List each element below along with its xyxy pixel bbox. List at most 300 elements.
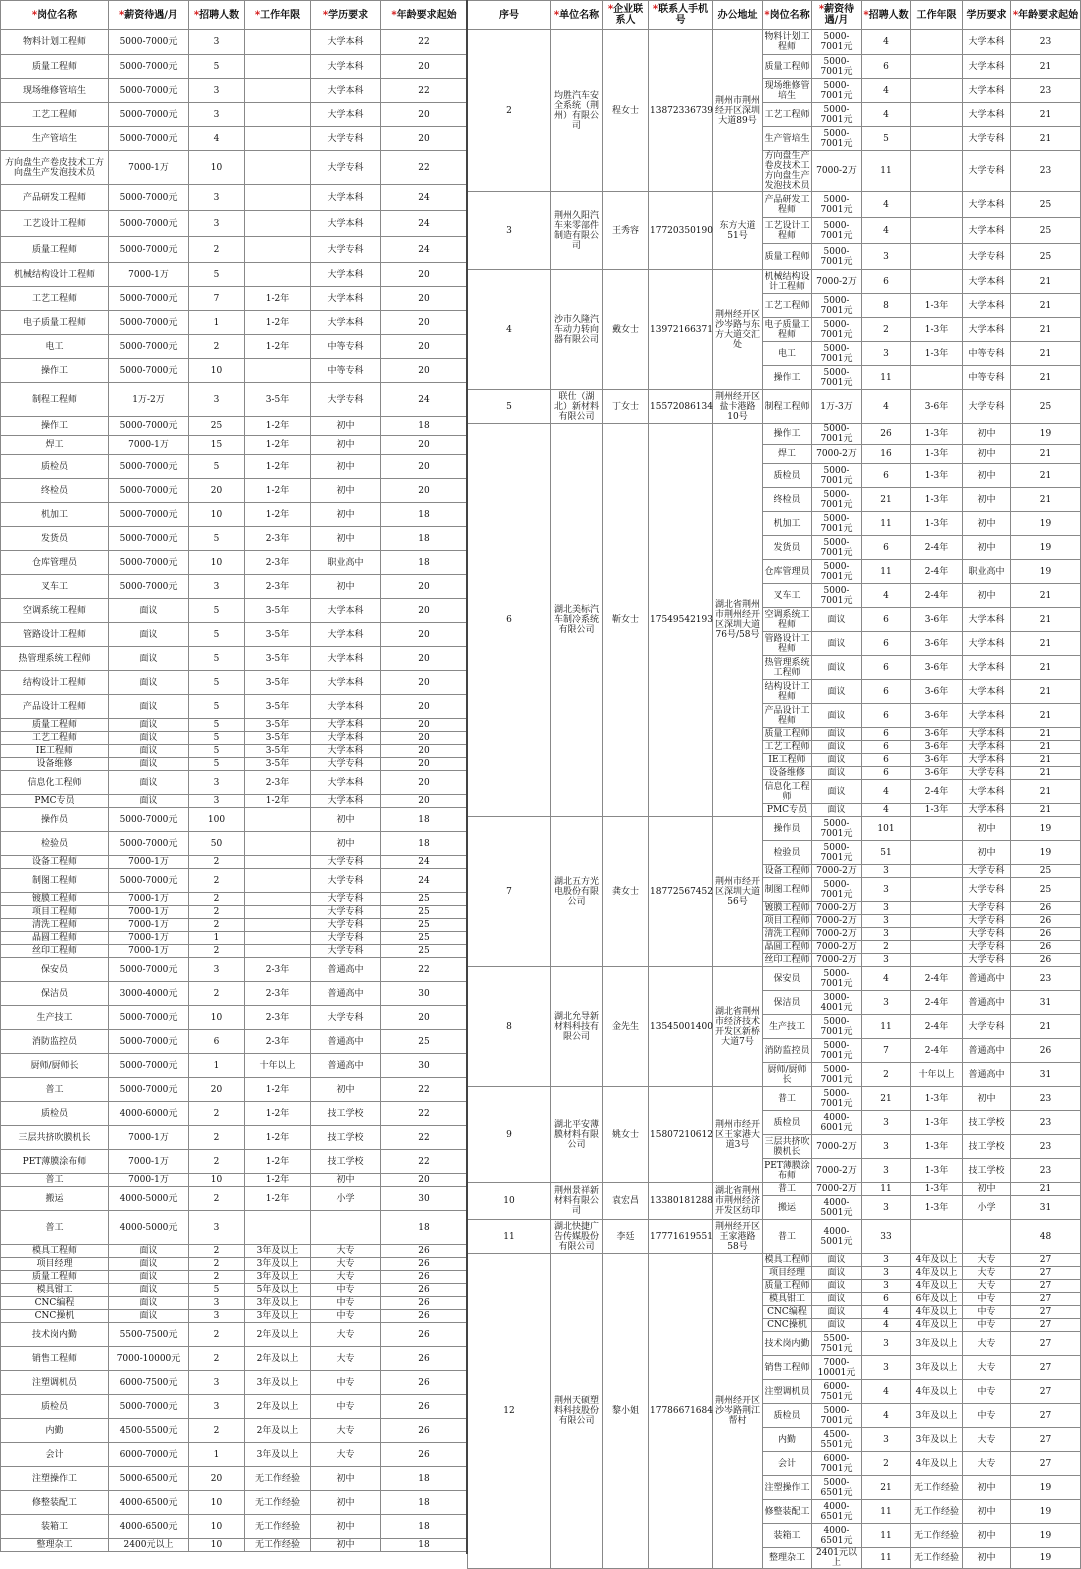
- right-header-8: [911, 1, 963, 30]
- cell-count: 1: [189, 932, 245, 945]
- cell-age: 20: [381, 436, 468, 455]
- cell-age: 26: [381, 1271, 468, 1284]
- cell-age: 26: [381, 1347, 468, 1371]
- cell-education: 大专: [311, 1258, 381, 1271]
- cell-education: 初中: [963, 512, 1011, 536]
- required-star: *: [31, 9, 38, 21]
- cell-years: [245, 79, 311, 103]
- cell-job: 机械结构设计工程师: [1, 263, 109, 287]
- cell-age: 20: [381, 1006, 468, 1030]
- cell-job: 保安员: [1, 958, 109, 982]
- cell-count: 2: [189, 1102, 245, 1126]
- required-star: *: [764, 9, 770, 21]
- cell-age: 22: [381, 958, 468, 982]
- cell-salary: 5000-7000元: [109, 127, 189, 151]
- cell-salary: 5000-7001元: [812, 1015, 862, 1039]
- cell-years: [911, 941, 963, 954]
- cell-count: 5: [189, 599, 245, 623]
- right-header-5: [763, 1, 812, 30]
- cell-salary: 7000-10001元: [812, 1356, 862, 1380]
- cell-job: 设备维修: [763, 767, 812, 780]
- cell-salary: 5000-7001元: [812, 512, 862, 536]
- cell-years: [245, 359, 311, 383]
- company-no: 11: [468, 1220, 551, 1254]
- cell-age: 26: [381, 1419, 468, 1443]
- cell-education: 大学专科: [311, 893, 381, 906]
- cell-job: 仓库管理员: [1, 551, 109, 575]
- cell-education: 大专: [963, 1452, 1011, 1476]
- cell-education: 大学专科: [311, 383, 381, 417]
- cell-age: 26: [381, 1371, 468, 1395]
- cell-years: 4年及以上: [911, 1319, 963, 1332]
- cell-salary: 5000-7000元: [109, 237, 189, 263]
- cell-salary: 7000-1万: [109, 856, 189, 869]
- cell-education: 大学本科: [311, 647, 381, 671]
- cell-education: 大专: [963, 1267, 1011, 1280]
- cell-job: 普工: [763, 1220, 812, 1254]
- cell-count: 20: [189, 479, 245, 503]
- cell-years: [245, 211, 311, 237]
- cell-job: 晶圆工程师: [1, 932, 109, 945]
- cell-job: CNC编程: [763, 1306, 812, 1319]
- cell-salary: 7000-1万: [109, 1150, 189, 1174]
- cell-age: 26: [381, 1395, 468, 1419]
- cell-count: 10: [189, 151, 245, 185]
- table-row: [1, 758, 468, 771]
- cell-count: 4: [862, 967, 911, 991]
- cell-years: 3-6年: [911, 767, 963, 780]
- cell-education: 大学本科: [963, 103, 1011, 127]
- cell-salary: 5000-7000元: [109, 311, 189, 335]
- cell-job: 质量工程师: [763, 244, 812, 270]
- cell-years: 2-3年: [245, 958, 311, 982]
- cell-job: 机械结构设计工程师: [764, 271, 810, 292]
- cell-age: 18: [381, 808, 468, 832]
- cell-education: 大学专科: [963, 928, 1011, 941]
- cell-salary: 面议: [812, 1254, 862, 1267]
- cell-count: 5: [862, 127, 911, 151]
- cell-job: 质量工程师: [763, 55, 812, 79]
- cell-years: 3-6年: [911, 741, 963, 754]
- table-row: [1, 417, 468, 436]
- cell-job: 项目工程师: [764, 916, 810, 926]
- cell-age: 26: [1011, 1039, 1081, 1063]
- cell-job: 厨师/厨师长: [763, 1063, 812, 1087]
- cell-years: 3-6年: [911, 390, 963, 424]
- cell-years: 2-3年: [245, 982, 311, 1006]
- cell-count: 2: [189, 237, 245, 263]
- cell-salary: 面议: [109, 745, 189, 758]
- cell-years: [911, 902, 963, 915]
- cell-years: 1-2年: [245, 1174, 311, 1187]
- cell-age: 21: [1011, 584, 1081, 608]
- cell-years: 3-5年: [245, 647, 311, 671]
- cell-job: 电子质量工程师: [1, 311, 109, 335]
- cell-salary: 4000-6500元: [109, 1515, 189, 1539]
- cell-salary: 5000-7000元: [109, 103, 189, 127]
- cell-salary: 4000-6001元: [812, 1111, 862, 1135]
- cell-years: 1-3年: [911, 1159, 963, 1183]
- table-row: [1, 1515, 468, 1539]
- table-row: [1, 185, 468, 211]
- company-contact: 王秀容: [603, 192, 649, 270]
- cell-count: 6: [862, 270, 911, 294]
- cell-count: 5: [189, 758, 245, 771]
- cell-salary: 3000-4000元: [109, 982, 189, 1006]
- table-row: [1, 1271, 468, 1284]
- left-header-job: [1, 1, 109, 30]
- cell-salary: 面议: [109, 1245, 189, 1258]
- company-contact: 黎小姐: [603, 1254, 649, 1569]
- cell-education: 初中: [311, 1491, 381, 1515]
- cell-salary: 5000-7001元: [812, 817, 862, 841]
- cell-job: 会计: [1, 1443, 109, 1467]
- table-row: [1, 79, 468, 103]
- table-row: [1, 311, 468, 335]
- cell-years: [911, 192, 963, 218]
- cell-salary: 面议: [812, 1306, 862, 1319]
- cell-salary: 1万-2万: [109, 383, 189, 417]
- cell-salary: 5000-7000元: [109, 185, 189, 211]
- cell-job: 产品研发工程师: [763, 192, 812, 218]
- left-job-table: [0, 0, 468, 1552]
- cell-years: 无工作经验: [911, 1500, 963, 1524]
- cell-age: 18: [381, 527, 468, 551]
- cell-salary: 面议: [109, 671, 189, 695]
- cell-years: 3-5年: [245, 719, 311, 732]
- cell-years: 3年及以上: [911, 1332, 963, 1356]
- cell-years: 3-6年: [911, 680, 963, 704]
- cell-job: 项目经理: [1, 1258, 109, 1271]
- cell-education: 大专: [311, 1245, 381, 1258]
- cell-job: 信息化工程师: [764, 781, 810, 802]
- cell-education: 大学本科: [311, 795, 381, 808]
- cell-education: 大学本科: [311, 623, 381, 647]
- cell-salary: 5000-7000元: [109, 30, 189, 55]
- cell-job: 丝印工程师: [764, 955, 810, 965]
- table-row: [1, 1150, 468, 1174]
- cell-education: 大学专科: [311, 127, 381, 151]
- cell-salary: 5000-7001元: [812, 560, 862, 584]
- company-address: 荆州经开区王家港路58号: [713, 1220, 763, 1254]
- company-name: 荆州天硕塑料科技股份有限公司: [551, 1254, 603, 1569]
- cell-years: 1-3年: [911, 1183, 963, 1196]
- cell-salary: 5000-7001元: [812, 192, 862, 218]
- cell-job: 会计: [763, 1452, 812, 1476]
- cell-count: 5: [189, 719, 245, 732]
- cell-salary: 5500-7501元: [812, 1332, 862, 1356]
- cell-years: 1-2年: [245, 1102, 311, 1126]
- company-phone: 17720350190: [649, 192, 713, 270]
- cell-count: 6: [189, 1030, 245, 1054]
- cell-age: 21: [1011, 767, 1081, 780]
- cell-age: 24: [381, 383, 468, 417]
- cell-education: 初中: [311, 455, 381, 479]
- cell-count: 50: [189, 832, 245, 856]
- cell-count: 4: [862, 1319, 911, 1332]
- cell-job: 镀膜工程师: [1, 893, 109, 906]
- cell-count: 4: [862, 79, 911, 103]
- cell-job: 检验员: [1, 832, 109, 856]
- cell-salary: 7000-1万: [109, 263, 189, 287]
- cell-job: PET薄膜涂布师: [1, 1150, 109, 1174]
- cell-count: 6: [862, 754, 911, 767]
- cell-years: [911, 30, 963, 55]
- cell-salary: 4000-5001元: [812, 1196, 862, 1220]
- cell-count: 3: [189, 30, 245, 55]
- cell-years: 1-3年: [911, 1196, 963, 1220]
- cell-age: 24: [381, 856, 468, 869]
- cell-count: 11: [862, 1500, 911, 1524]
- cell-count: 3: [189, 958, 245, 982]
- cell-age: 19: [1011, 536, 1081, 560]
- cell-age: 18: [381, 503, 468, 527]
- cell-job: 操作工: [763, 424, 812, 445]
- cell-job: 保洁员: [763, 991, 812, 1015]
- cell-age: 25: [381, 932, 468, 945]
- cell-salary: 4500-5501元: [812, 1428, 862, 1452]
- cell-job: 产品设计工程师: [764, 705, 810, 726]
- cell-years: 4年及以上: [911, 1452, 963, 1476]
- table-row: [1, 575, 468, 599]
- cell-education: 初中: [311, 808, 381, 832]
- cell-education: 初中: [963, 584, 1011, 608]
- header-label: 年龄要求起始: [396, 9, 457, 21]
- cell-education: 大学专科: [311, 856, 381, 869]
- cell-age: 24: [381, 211, 468, 237]
- cell-salary: 面议: [812, 656, 862, 680]
- cell-years: 无工作经验: [245, 1467, 311, 1491]
- cell-salary: 5000-7000元: [109, 551, 189, 575]
- cell-years: 3-6年: [911, 754, 963, 767]
- cell-education: 大学本科: [311, 79, 381, 103]
- cell-years: 2-4年: [911, 536, 963, 560]
- cell-salary: 7000-2万: [812, 915, 862, 928]
- cell-job: 修整装配工: [763, 1500, 812, 1524]
- cell-salary: 面议: [109, 732, 189, 745]
- cell-age: 18: [381, 1491, 468, 1515]
- cell-education: 中等专科: [311, 335, 381, 359]
- cell-education: 大专: [311, 1443, 381, 1467]
- cell-years: [911, 270, 963, 294]
- cell-years: [911, 79, 963, 103]
- cell-education: 普通高中: [311, 958, 381, 982]
- company-phone: 15572086134: [649, 390, 713, 424]
- cell-education: 初中: [311, 503, 381, 527]
- cell-years: [245, 932, 311, 945]
- table-row: [1, 1443, 468, 1467]
- cell-count: 3: [189, 103, 245, 127]
- cell-salary: 5000-7000元: [109, 1078, 189, 1102]
- cell-job: 整理杂工: [1, 1539, 109, 1552]
- cell-job: 质检员: [1, 1102, 109, 1126]
- cell-count: 4: [862, 1306, 911, 1319]
- cell-education: 大学本科: [963, 741, 1011, 754]
- cell-salary: 5000-7000元: [109, 287, 189, 311]
- company-no: 10: [468, 1183, 551, 1220]
- cell-education: 技工学校: [963, 1159, 1011, 1183]
- cell-salary: 5000-7000元: [109, 211, 189, 237]
- cell-years: 3-5年: [245, 758, 311, 771]
- cell-salary: 5000-7001元: [812, 464, 862, 488]
- required-star: *: [553, 9, 560, 21]
- cell-count: 26: [862, 424, 911, 445]
- cell-count: 2: [189, 869, 245, 893]
- cell-count: 6: [862, 728, 911, 741]
- company-contact: 金先生: [603, 967, 649, 1087]
- cell-years: 3-5年: [245, 599, 311, 623]
- cell-education: 初中: [311, 1174, 381, 1187]
- table-row: [1, 335, 468, 359]
- company-address: 湖北省荆州市经济技术开发区新桥大道7号: [713, 967, 763, 1087]
- cell-years: 2-3年: [245, 771, 311, 795]
- cell-age: 26: [381, 1323, 468, 1347]
- cell-years: 1-3年: [911, 424, 963, 445]
- cell-count: 6: [862, 741, 911, 754]
- cell-age: 19: [1011, 512, 1081, 536]
- cell-salary: 7000-1万: [109, 932, 189, 945]
- cell-age: 20: [381, 719, 468, 732]
- cell-job: 检验员: [763, 841, 812, 865]
- cell-job: 工艺工程师: [764, 742, 810, 752]
- cell-salary: 5000-7000元: [109, 1006, 189, 1030]
- cell-education: 大学专科: [963, 902, 1011, 915]
- company-name: 均胜汽车安全系统（荆州）有限公司: [551, 30, 603, 192]
- table-row: [1, 1054, 468, 1078]
- cell-salary: 面议: [812, 680, 862, 704]
- company-name: 湖北美标汽车制冷系统有限公司: [551, 424, 603, 817]
- table-row: [1, 982, 468, 1006]
- cell-age: 25: [381, 893, 468, 906]
- cell-count: 5: [189, 527, 245, 551]
- cell-count: 6: [862, 680, 911, 704]
- cell-age: 22: [381, 1150, 468, 1174]
- cell-count: 10: [189, 503, 245, 527]
- cell-education: 中专: [963, 1319, 1011, 1332]
- cell-years: 3年及以上: [245, 1310, 311, 1323]
- cell-age: 27: [1011, 1332, 1081, 1356]
- cell-count: 11: [862, 1183, 911, 1196]
- cell-salary: 3000-4001元: [812, 991, 862, 1015]
- cell-age: 21: [1011, 445, 1081, 464]
- cell-salary: 7000-10000元: [109, 1347, 189, 1371]
- company-phone: 17549542193: [649, 424, 713, 817]
- cell-salary: 5000-7000元: [109, 1030, 189, 1054]
- cell-years: 1-2年: [245, 436, 311, 455]
- cell-age: 24: [381, 185, 468, 211]
- cell-education: 初中: [311, 527, 381, 551]
- cell-salary: 5000-7001元: [812, 1404, 862, 1428]
- table-row: [1, 527, 468, 551]
- left-header-count: [189, 1, 245, 30]
- company-name: 湖北允导新材料科技有限公司: [551, 967, 603, 1087]
- cell-years: 3年及以上: [245, 1245, 311, 1258]
- cell-education: 大学专科: [963, 878, 1011, 902]
- cell-education: 初中: [311, 1467, 381, 1491]
- company-phone: 17786671684: [649, 1254, 713, 1569]
- left-header-salary: [109, 1, 189, 30]
- cell-count: 3: [862, 1332, 911, 1356]
- cell-count: 3: [189, 1297, 245, 1310]
- cell-count: 5: [189, 263, 245, 287]
- table-row: [1, 647, 468, 671]
- cell-age: 21: [1011, 127, 1081, 151]
- cell-count: 6: [862, 656, 911, 680]
- table-row: [468, 30, 1081, 55]
- table-row: [1, 771, 468, 795]
- cell-education: 大学本科: [963, 656, 1011, 680]
- cell-education: 大学本科: [311, 287, 381, 311]
- cell-years: 1-3年: [911, 1111, 963, 1135]
- cell-age: 21: [1011, 1015, 1081, 1039]
- cell-salary: 7000-1万: [109, 1126, 189, 1150]
- cell-education: 技工学校: [311, 1126, 381, 1150]
- cell-education: 初中: [311, 417, 381, 436]
- required-star: *: [119, 9, 125, 21]
- table-row: [1, 1310, 468, 1323]
- cell-age: 31: [1011, 1063, 1081, 1087]
- cell-count: 1: [189, 1054, 245, 1078]
- cell-years: 1-3年: [911, 294, 963, 318]
- cell-education: 大学本科: [311, 103, 381, 127]
- cell-education: 初中: [963, 1548, 1011, 1569]
- table-row: [1, 958, 468, 982]
- right-header-3: [649, 1, 713, 30]
- cell-education: 大学本科: [311, 695, 381, 719]
- cell-years: [911, 218, 963, 244]
- table-row: [1, 1030, 468, 1054]
- cell-age: 21: [1011, 804, 1081, 817]
- cell-job: 质量工程师: [1, 237, 109, 263]
- cell-count: 2: [189, 335, 245, 359]
- cell-salary: 面议: [109, 1258, 189, 1271]
- table-row: [1, 455, 468, 479]
- header-label: 岗位名称: [769, 9, 810, 21]
- cell-years: 3-6年: [911, 704, 963, 728]
- cell-years: 3-5年: [245, 623, 311, 647]
- cell-years: 3年及以上: [245, 1371, 311, 1395]
- cell-age: 26: [381, 1245, 468, 1258]
- cell-years: 无工作经验: [911, 1476, 963, 1500]
- cell-age: 30: [381, 1054, 468, 1078]
- cell-age: 20: [381, 335, 468, 359]
- cell-job: 项目工程师: [1, 906, 109, 919]
- cell-count: 11: [862, 512, 911, 536]
- cell-education: 大专: [963, 1428, 1011, 1452]
- cell-education: 大专: [311, 1347, 381, 1371]
- cell-years: [911, 878, 963, 902]
- cell-job: 管路设计工程师: [1, 623, 109, 647]
- cell-salary: 5000-7000元: [109, 479, 189, 503]
- cell-years: [911, 841, 963, 865]
- cell-count: 6: [862, 608, 911, 632]
- cell-years: 无工作经验: [245, 1539, 311, 1552]
- cell-count: 1: [189, 1443, 245, 1467]
- cell-years: 1-3年: [911, 1135, 963, 1159]
- cell-salary: 5000-7001元: [812, 79, 862, 103]
- cell-salary: 面议: [812, 804, 862, 817]
- cell-count: 4: [862, 584, 911, 608]
- table-row: [468, 1220, 1081, 1254]
- cell-years: [245, 919, 311, 932]
- cell-years: [245, 55, 311, 79]
- cell-education: 中专: [963, 1380, 1011, 1404]
- cell-education: 初中: [311, 1078, 381, 1102]
- cell-count: 10: [189, 1515, 245, 1539]
- cell-job: 质量工程师: [1, 55, 109, 79]
- cell-education: 初中: [963, 464, 1011, 488]
- company-address: 荆州经开区沙岑路荆江帮村: [713, 1254, 763, 1569]
